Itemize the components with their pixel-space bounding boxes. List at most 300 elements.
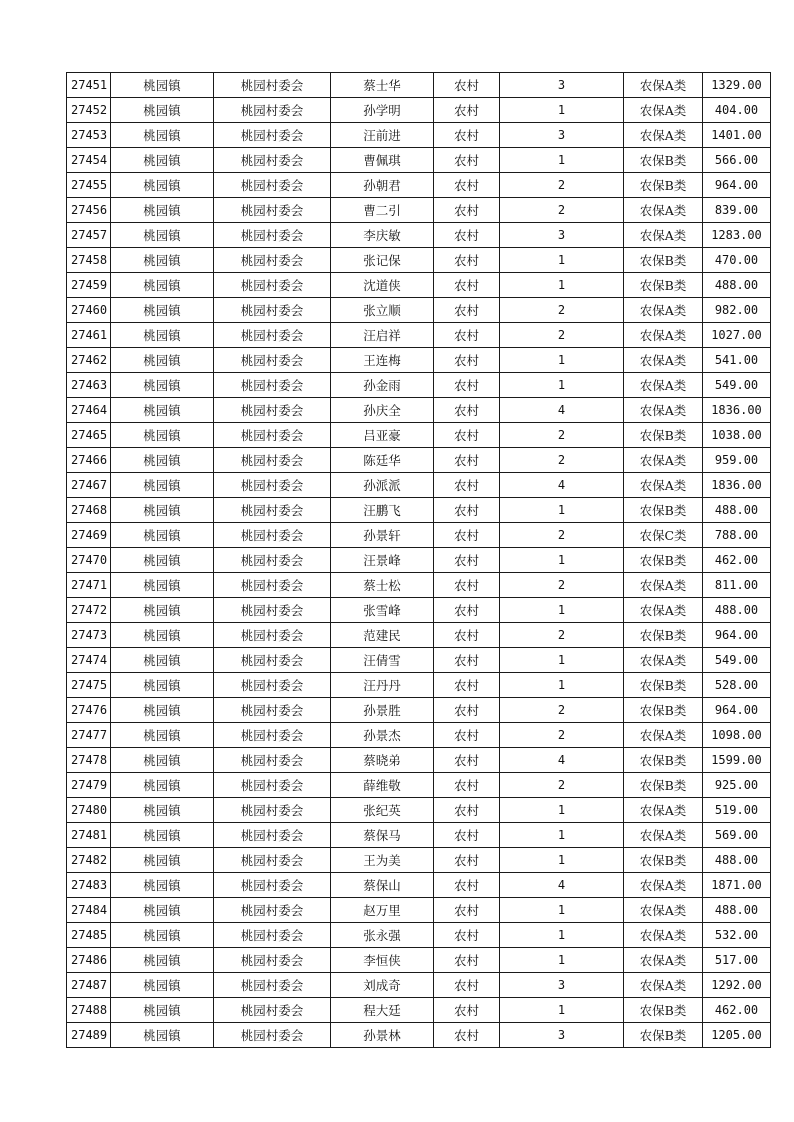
cell-category: 农保A类 <box>624 123 703 148</box>
cell-town: 桃园镇 <box>111 373 214 398</box>
cell-amount: 517.00 <box>703 948 771 973</box>
cell-id: 27471 <box>67 573 111 598</box>
cell-village: 桃园村委会 <box>214 923 331 948</box>
cell-id: 27463 <box>67 373 111 398</box>
cell-area: 农村 <box>434 348 500 373</box>
cell-village: 桃园村委会 <box>214 223 331 248</box>
cell-area: 农村 <box>434 123 500 148</box>
cell-id: 27472 <box>67 598 111 623</box>
cell-area: 农村 <box>434 148 500 173</box>
table-row <box>67 273 771 298</box>
cell-name: 沈道侠 <box>331 273 434 298</box>
cell-amount: 1599.00 <box>703 748 771 773</box>
cell-id: 27481 <box>67 823 111 848</box>
cell-town: 桃园镇 <box>111 98 214 123</box>
cell-town: 桃园镇 <box>111 473 214 498</box>
cell-amount: 532.00 <box>703 923 771 948</box>
cell-name: 张纪英 <box>331 798 434 823</box>
table-row <box>67 748 771 773</box>
cell-category: 农保A类 <box>624 598 703 623</box>
cell-id: 27473 <box>67 623 111 648</box>
cell-amount: 1283.00 <box>703 223 771 248</box>
cell-village: 桃园村委会 <box>214 423 331 448</box>
cell-category: 农保A类 <box>624 798 703 823</box>
table-row <box>67 998 771 1023</box>
table-row <box>67 848 771 873</box>
cell-village: 桃园村委会 <box>214 748 331 773</box>
cell-id: 27464 <box>67 398 111 423</box>
cell-area: 农村 <box>434 1023 500 1048</box>
cell-name: 张雪峰 <box>331 598 434 623</box>
cell-town: 桃园镇 <box>111 348 214 373</box>
table-row <box>67 73 771 98</box>
table-row <box>67 548 771 573</box>
cell-category: 农保B类 <box>624 548 703 573</box>
cell-village: 桃园村委会 <box>214 573 331 598</box>
cell-name: 程大廷 <box>331 998 434 1023</box>
cell-id: 27460 <box>67 298 111 323</box>
cell-category: 农保A类 <box>624 98 703 123</box>
cell-name: 张立顺 <box>331 298 434 323</box>
table-row <box>67 173 771 198</box>
cell-amount: 404.00 <box>703 98 771 123</box>
cell-name: 赵万里 <box>331 898 434 923</box>
cell-area: 农村 <box>434 98 500 123</box>
cell-area: 农村 <box>434 223 500 248</box>
cell-village: 桃园村委会 <box>214 73 331 98</box>
cell-town: 桃园镇 <box>111 323 214 348</box>
cell-id: 27470 <box>67 548 111 573</box>
cell-village: 桃园村委会 <box>214 198 331 223</box>
cell-town: 桃园镇 <box>111 423 214 448</box>
table-row <box>67 323 771 348</box>
cell-amount: 982.00 <box>703 298 771 323</box>
cell-id: 27451 <box>67 73 111 98</box>
cell-village: 桃园村委会 <box>214 298 331 323</box>
cell-name: 李恒侠 <box>331 948 434 973</box>
cell-people: 3 <box>500 973 624 998</box>
cell-amount: 566.00 <box>703 148 771 173</box>
cell-area: 农村 <box>434 898 500 923</box>
cell-amount: 569.00 <box>703 823 771 848</box>
cell-id: 27466 <box>67 448 111 473</box>
cell-category: 农保B类 <box>624 698 703 723</box>
cell-amount: 1038.00 <box>703 423 771 448</box>
cell-name: 汪启祥 <box>331 323 434 348</box>
cell-village: 桃园村委会 <box>214 873 331 898</box>
cell-town: 桃园镇 <box>111 223 214 248</box>
cell-people: 3 <box>500 223 624 248</box>
cell-id: 27453 <box>67 123 111 148</box>
cell-people: 1 <box>500 498 624 523</box>
cell-people: 2 <box>500 423 624 448</box>
cell-name: 蔡士松 <box>331 573 434 598</box>
cell-amount: 788.00 <box>703 523 771 548</box>
cell-area: 农村 <box>434 448 500 473</box>
cell-town: 桃园镇 <box>111 273 214 298</box>
cell-name: 李庆敏 <box>331 223 434 248</box>
table-row <box>67 573 771 598</box>
table-row <box>67 298 771 323</box>
cell-name: 曹二引 <box>331 198 434 223</box>
cell-village: 桃园村委会 <box>214 548 331 573</box>
cell-village: 桃园村委会 <box>214 373 331 398</box>
cell-category: 农保A类 <box>624 398 703 423</box>
cell-category: 农保C类 <box>624 523 703 548</box>
cell-village: 桃园村委会 <box>214 973 331 998</box>
cell-people: 1 <box>500 148 624 173</box>
cell-people: 3 <box>500 1023 624 1048</box>
cell-village: 桃园村委会 <box>214 648 331 673</box>
cell-name: 范建民 <box>331 623 434 648</box>
cell-people: 4 <box>500 748 624 773</box>
cell-amount: 519.00 <box>703 798 771 823</box>
cell-category: 农保B类 <box>624 423 703 448</box>
cell-town: 桃园镇 <box>111 898 214 923</box>
cell-area: 农村 <box>434 773 500 798</box>
cell-id: 27454 <box>67 148 111 173</box>
cell-people: 1 <box>500 948 624 973</box>
cell-people: 2 <box>500 523 624 548</box>
cell-area: 农村 <box>434 698 500 723</box>
cell-area: 农村 <box>434 498 500 523</box>
cell-area: 农村 <box>434 948 500 973</box>
cell-area: 农村 <box>434 273 500 298</box>
cell-amount: 964.00 <box>703 623 771 648</box>
cell-area: 农村 <box>434 298 500 323</box>
cell-town: 桃园镇 <box>111 798 214 823</box>
cell-amount: 811.00 <box>703 573 771 598</box>
cell-village: 桃园村委会 <box>214 998 331 1023</box>
cell-category: 农保B类 <box>624 773 703 798</box>
cell-category: 农保B类 <box>624 623 703 648</box>
cell-id: 27465 <box>67 423 111 448</box>
cell-town: 桃园镇 <box>111 123 214 148</box>
cell-area: 农村 <box>434 173 500 198</box>
cell-amount: 488.00 <box>703 598 771 623</box>
cell-category: 农保A类 <box>624 948 703 973</box>
cell-amount: 964.00 <box>703 173 771 198</box>
table-row <box>67 698 771 723</box>
table-row <box>67 498 771 523</box>
cell-people: 1 <box>500 673 624 698</box>
cell-category: 农保B类 <box>624 248 703 273</box>
cell-area: 农村 <box>434 998 500 1023</box>
table-row <box>67 1023 771 1048</box>
cell-people: 1 <box>500 348 624 373</box>
cell-id: 27487 <box>67 973 111 998</box>
table-row <box>67 723 771 748</box>
cell-area: 农村 <box>434 473 500 498</box>
cell-area: 农村 <box>434 873 500 898</box>
cell-category: 农保B类 <box>624 498 703 523</box>
cell-name: 孙庆全 <box>331 398 434 423</box>
table-row <box>67 423 771 448</box>
cell-town: 桃园镇 <box>111 448 214 473</box>
table-row <box>67 523 771 548</box>
cell-town: 桃园镇 <box>111 398 214 423</box>
cell-id: 27461 <box>67 323 111 348</box>
cell-village: 桃园村委会 <box>214 1023 331 1048</box>
cell-town: 桃园镇 <box>111 248 214 273</box>
cell-area: 农村 <box>434 73 500 98</box>
cell-people: 2 <box>500 573 624 598</box>
cell-id: 27459 <box>67 273 111 298</box>
cell-id: 27485 <box>67 923 111 948</box>
table-row <box>67 348 771 373</box>
cell-village: 桃园村委会 <box>214 948 331 973</box>
cell-id: 27478 <box>67 748 111 773</box>
cell-name: 刘成奇 <box>331 973 434 998</box>
cell-town: 桃园镇 <box>111 598 214 623</box>
table-row <box>67 973 771 998</box>
cell-category: 农保A类 <box>624 723 703 748</box>
cell-town: 桃园镇 <box>111 1023 214 1048</box>
cell-village: 桃园村委会 <box>214 473 331 498</box>
cell-category: 农保A类 <box>624 898 703 923</box>
cell-name: 汪倩雪 <box>331 648 434 673</box>
cell-town: 桃园镇 <box>111 498 214 523</box>
cell-category: 农保A类 <box>624 198 703 223</box>
cell-area: 农村 <box>434 923 500 948</box>
cell-id: 27482 <box>67 848 111 873</box>
cell-category: 农保A类 <box>624 298 703 323</box>
cell-area: 农村 <box>434 723 500 748</box>
cell-town: 桃园镇 <box>111 698 214 723</box>
cell-town: 桃园镇 <box>111 173 214 198</box>
cell-village: 桃园村委会 <box>214 173 331 198</box>
cell-people: 2 <box>500 198 624 223</box>
cell-village: 桃园村委会 <box>214 623 331 648</box>
cell-people: 1 <box>500 373 624 398</box>
cell-amount: 839.00 <box>703 198 771 223</box>
cell-id: 27452 <box>67 98 111 123</box>
cell-amount: 488.00 <box>703 498 771 523</box>
cell-village: 桃园村委会 <box>214 723 331 748</box>
cell-amount: 549.00 <box>703 373 771 398</box>
cell-id: 27455 <box>67 173 111 198</box>
cell-area: 农村 <box>434 623 500 648</box>
cell-name: 孙景轩 <box>331 523 434 548</box>
cell-people: 1 <box>500 798 624 823</box>
cell-name: 汪鹏飞 <box>331 498 434 523</box>
cell-town: 桃园镇 <box>111 948 214 973</box>
cell-name: 陈廷华 <box>331 448 434 473</box>
cell-amount: 1205.00 <box>703 1023 771 1048</box>
cell-people: 4 <box>500 473 624 498</box>
table-row <box>67 398 771 423</box>
table-row <box>67 648 771 673</box>
cell-amount: 959.00 <box>703 448 771 473</box>
cell-name: 蔡士华 <box>331 73 434 98</box>
table-row <box>67 898 771 923</box>
table-row <box>67 873 771 898</box>
cell-category: 农保B类 <box>624 148 703 173</box>
table-row <box>67 623 771 648</box>
cell-category: 农保A类 <box>624 348 703 373</box>
cell-town: 桃园镇 <box>111 673 214 698</box>
cell-people: 4 <box>500 398 624 423</box>
cell-people: 1 <box>500 548 624 573</box>
table-row <box>67 123 771 148</box>
table-row <box>67 598 771 623</box>
cell-amount: 462.00 <box>703 548 771 573</box>
cell-town: 桃园镇 <box>111 623 214 648</box>
cell-village: 桃园村委会 <box>214 898 331 923</box>
cell-category: 农保A类 <box>624 823 703 848</box>
cell-area: 农村 <box>434 648 500 673</box>
cell-area: 农村 <box>434 323 500 348</box>
cell-name: 薛维敬 <box>331 773 434 798</box>
table-row <box>67 248 771 273</box>
cell-town: 桃园镇 <box>111 548 214 573</box>
table-row <box>67 98 771 123</box>
cell-village: 桃园村委会 <box>214 148 331 173</box>
cell-village: 桃园村委会 <box>214 123 331 148</box>
cell-amount: 528.00 <box>703 673 771 698</box>
cell-town: 桃园镇 <box>111 198 214 223</box>
cell-area: 农村 <box>434 748 500 773</box>
cell-name: 王连梅 <box>331 348 434 373</box>
cell-id: 27489 <box>67 1023 111 1048</box>
cell-town: 桃园镇 <box>111 723 214 748</box>
cell-area: 农村 <box>434 548 500 573</box>
cell-id: 27457 <box>67 223 111 248</box>
cell-amount: 488.00 <box>703 273 771 298</box>
cell-id: 27475 <box>67 673 111 698</box>
cell-category: 农保A类 <box>624 873 703 898</box>
cell-people: 1 <box>500 648 624 673</box>
cell-town: 桃园镇 <box>111 148 214 173</box>
table-row <box>67 823 771 848</box>
cell-village: 桃园村委会 <box>214 698 331 723</box>
table-row <box>67 473 771 498</box>
table-row <box>67 373 771 398</box>
cell-amount: 1871.00 <box>703 873 771 898</box>
cell-town: 桃园镇 <box>111 298 214 323</box>
cell-category: 农保A类 <box>624 73 703 98</box>
cell-category: 农保B类 <box>624 173 703 198</box>
cell-area: 农村 <box>434 373 500 398</box>
table-row <box>67 923 771 948</box>
cell-village: 桃园村委会 <box>214 448 331 473</box>
cell-people: 3 <box>500 123 624 148</box>
cell-amount: 470.00 <box>703 248 771 273</box>
cell-name: 蔡保山 <box>331 873 434 898</box>
table-row <box>67 223 771 248</box>
cell-people: 2 <box>500 623 624 648</box>
cell-village: 桃园村委会 <box>214 773 331 798</box>
cell-people: 2 <box>500 298 624 323</box>
cell-name: 孙金雨 <box>331 373 434 398</box>
cell-village: 桃园村委会 <box>214 798 331 823</box>
cell-amount: 1836.00 <box>703 473 771 498</box>
cell-id: 27462 <box>67 348 111 373</box>
cell-town: 桃园镇 <box>111 923 214 948</box>
cell-people: 1 <box>500 598 624 623</box>
cell-town: 桃园镇 <box>111 523 214 548</box>
cell-town: 桃园镇 <box>111 748 214 773</box>
cell-people: 1 <box>500 998 624 1023</box>
cell-amount: 1292.00 <box>703 973 771 998</box>
cell-people: 2 <box>500 723 624 748</box>
cell-amount: 462.00 <box>703 998 771 1023</box>
cell-id: 27467 <box>67 473 111 498</box>
cell-amount: 1329.00 <box>703 73 771 98</box>
cell-amount: 488.00 <box>703 898 771 923</box>
cell-amount: 1401.00 <box>703 123 771 148</box>
cell-people: 2 <box>500 323 624 348</box>
cell-name: 吕亚豪 <box>331 423 434 448</box>
cell-name: 蔡保马 <box>331 823 434 848</box>
cell-area: 农村 <box>434 823 500 848</box>
cell-people: 1 <box>500 823 624 848</box>
cell-category: 农保A类 <box>624 923 703 948</box>
cell-area: 农村 <box>434 248 500 273</box>
cell-village: 桃园村委会 <box>214 98 331 123</box>
table-row <box>67 148 771 173</box>
cell-village: 桃园村委会 <box>214 323 331 348</box>
cell-id: 27456 <box>67 198 111 223</box>
cell-name: 曹佩琪 <box>331 148 434 173</box>
cell-category: 农保A类 <box>624 973 703 998</box>
cell-category: 农保B类 <box>624 848 703 873</box>
cell-amount: 541.00 <box>703 348 771 373</box>
cell-id: 27468 <box>67 498 111 523</box>
cell-category: 农保A类 <box>624 323 703 348</box>
cell-village: 桃园村委会 <box>214 498 331 523</box>
cell-name: 汪景峰 <box>331 548 434 573</box>
cell-category: 农保A类 <box>624 573 703 598</box>
cell-category: 农保B类 <box>624 273 703 298</box>
cell-village: 桃园村委会 <box>214 673 331 698</box>
table-row <box>67 448 771 473</box>
cell-name: 汪丹丹 <box>331 673 434 698</box>
cell-area: 农村 <box>434 598 500 623</box>
cell-people: 1 <box>500 923 624 948</box>
cell-town: 桃园镇 <box>111 873 214 898</box>
cell-name: 孙景林 <box>331 1023 434 1048</box>
cell-area: 农村 <box>434 423 500 448</box>
cell-town: 桃园镇 <box>111 998 214 1023</box>
cell-category: 农保B类 <box>624 673 703 698</box>
cell-name: 孙景胜 <box>331 698 434 723</box>
cell-town: 桃园镇 <box>111 773 214 798</box>
cell-people: 1 <box>500 848 624 873</box>
cell-village: 桃园村委会 <box>214 598 331 623</box>
cell-amount: 925.00 <box>703 773 771 798</box>
cell-id: 27458 <box>67 248 111 273</box>
cell-name: 张记保 <box>331 248 434 273</box>
cell-amount: 488.00 <box>703 848 771 873</box>
cell-category: 农保A类 <box>624 223 703 248</box>
data-table <box>66 72 771 1048</box>
cell-village: 桃园村委会 <box>214 348 331 373</box>
cell-name: 孙朝君 <box>331 173 434 198</box>
table-row <box>67 798 771 823</box>
cell-area: 农村 <box>434 798 500 823</box>
cell-category: 农保B类 <box>624 748 703 773</box>
cell-town: 桃园镇 <box>111 648 214 673</box>
cell-name: 汪前进 <box>331 123 434 148</box>
cell-name: 孙景杰 <box>331 723 434 748</box>
cell-village: 桃园村委会 <box>214 398 331 423</box>
cell-people: 3 <box>500 73 624 98</box>
cell-village: 桃园村委会 <box>214 248 331 273</box>
cell-people: 4 <box>500 873 624 898</box>
cell-category: 农保B类 <box>624 1023 703 1048</box>
cell-name: 蔡晓弟 <box>331 748 434 773</box>
